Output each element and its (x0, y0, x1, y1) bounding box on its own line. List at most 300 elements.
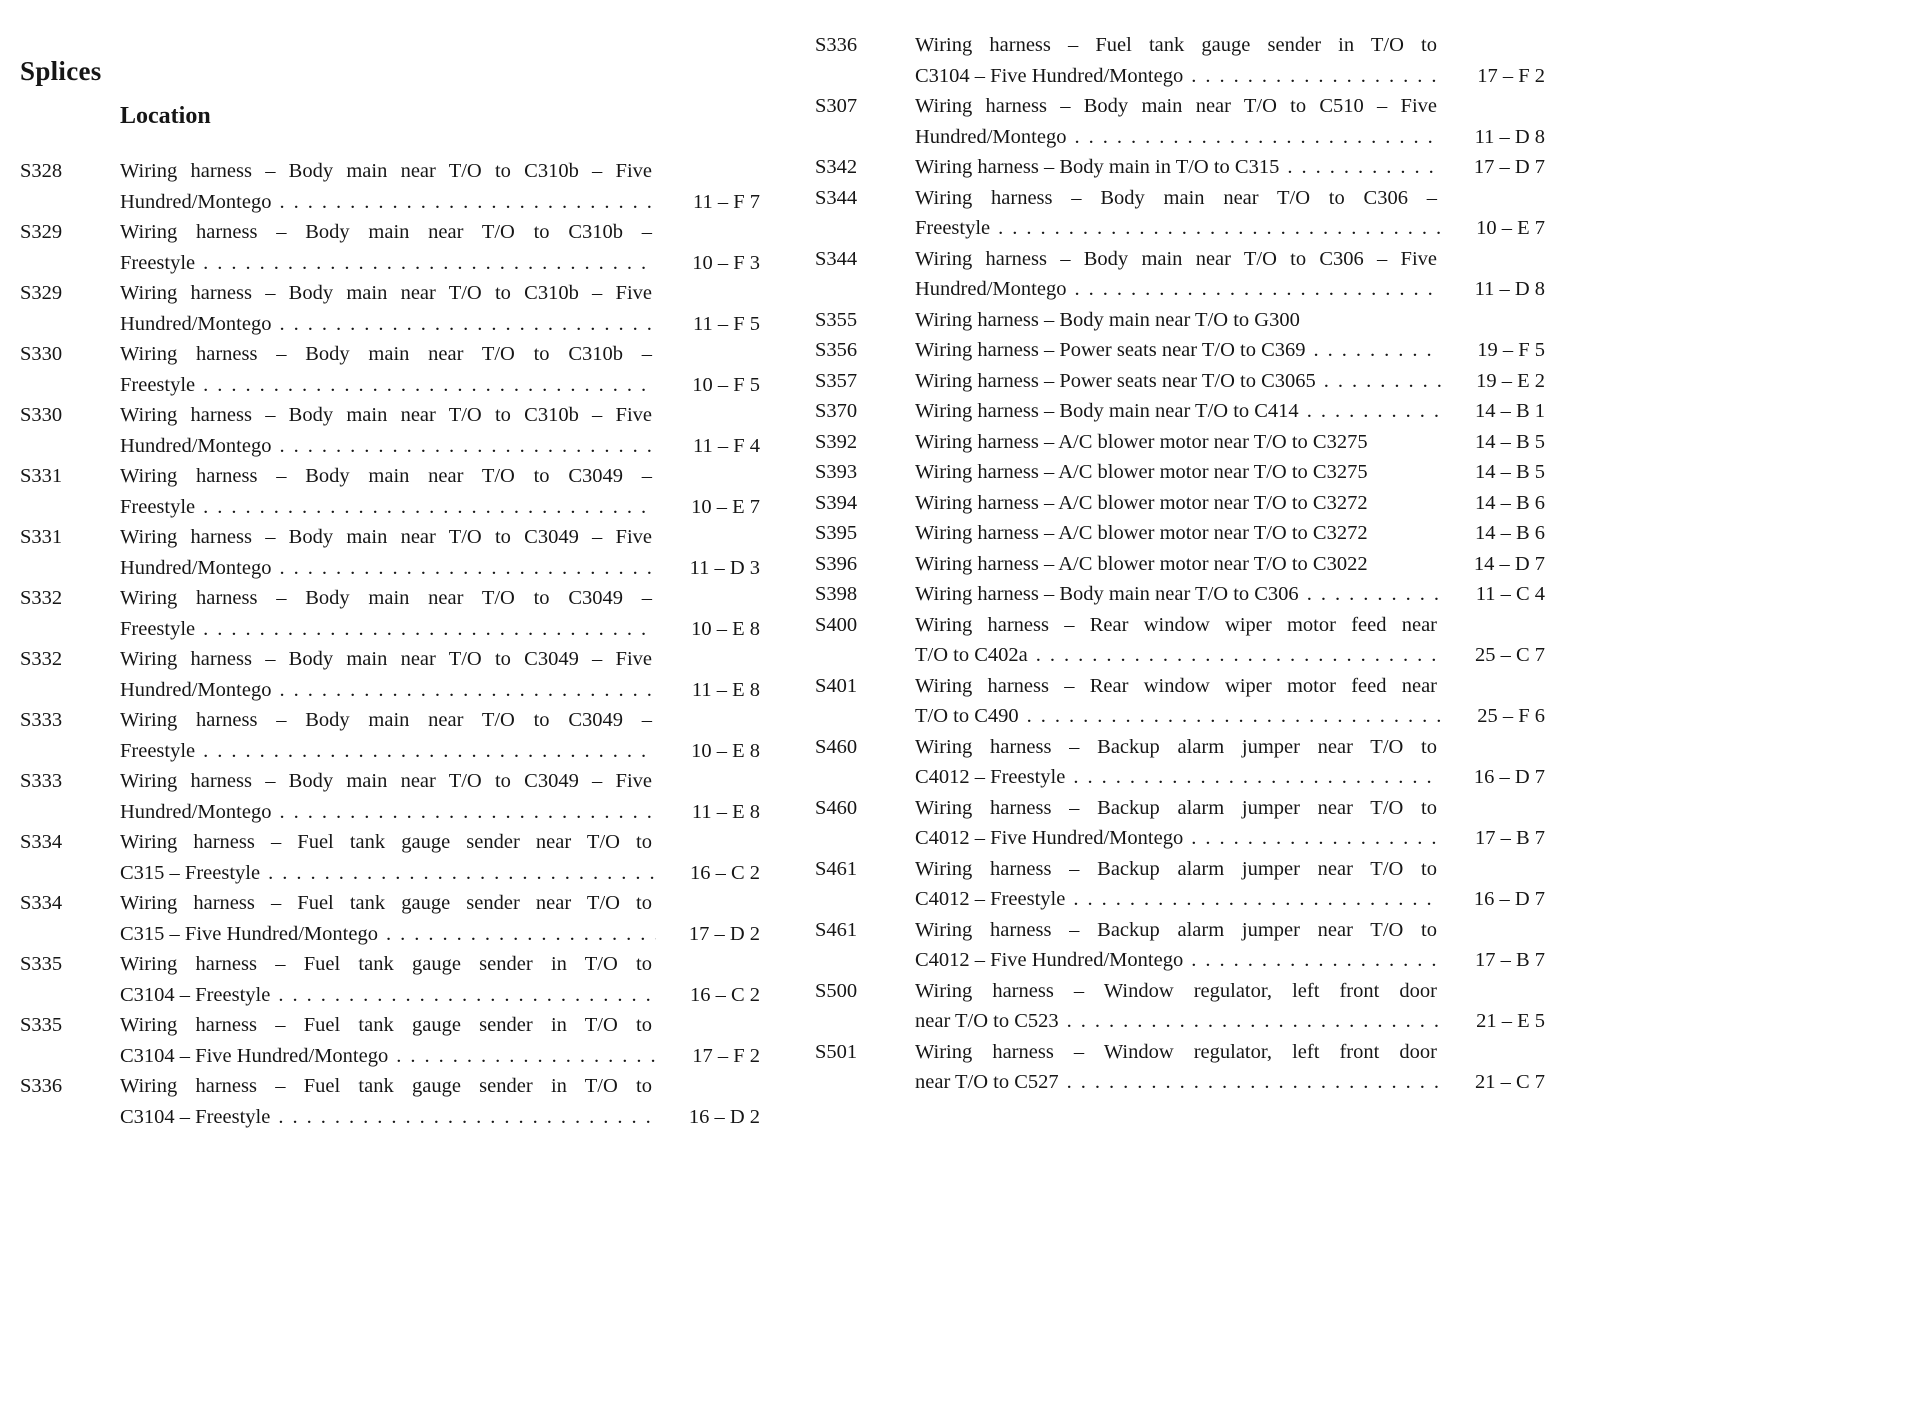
description-text: C3104 – Freestyle (120, 983, 271, 1006)
splice-id: S461 (815, 857, 858, 880)
description-text: near T/O to C527 (915, 1071, 1059, 1093)
grid-reference: 14 – D 7 (1473, 552, 1545, 575)
description-last-line (915, 213, 1545, 244)
description-last-line (120, 797, 760, 828)
description-line: Wiring harness – Rear window wiper motor feed near (915, 613, 1437, 636)
splice-description (915, 579, 1545, 610)
grid-reference: 17 – D 2 (688, 922, 760, 945)
dot-leader (1191, 823, 1441, 854)
splice-id: S398 (815, 583, 858, 605)
splice-id: S336 (20, 1075, 63, 1097)
description-text: C315 – Five Hundred/Montego (120, 922, 378, 945)
description-line: Wiring harness – Fuel tank gauge sender in T/O to (120, 1014, 652, 1036)
grid-reference: 16 – C 2 (689, 861, 760, 884)
description-text: Freestyle (915, 217, 991, 239)
splice-description (915, 366, 1545, 397)
dot-leader (1324, 366, 1441, 397)
grid-reference: 16 – C 2 (689, 983, 760, 1006)
splice-id: S394 (815, 491, 858, 514)
dot-leader (279, 553, 656, 584)
dot-leader (279, 309, 656, 340)
dot-leader (1067, 1067, 1441, 1098)
dot-leader (279, 431, 656, 462)
description-text: Wiring harness – A/C blower motor near T/O to C3275 (915, 430, 1368, 453)
splice-entry (815, 915, 1545, 976)
description-text: C4012 – Freestyle (915, 766, 1066, 788)
description-line: Wiring harness – Backup alarm jumper near T/O to (915, 857, 1437, 880)
description-text: Wiring harness – Body main near T/O to C306 (915, 583, 1299, 605)
splice-entry (815, 793, 1545, 854)
grid-reference: 14 – B 5 (1474, 461, 1545, 483)
splice-entry (815, 854, 1545, 915)
splice-description (915, 183, 1545, 244)
description-line: Wiring harness – Window regulator, left front door (915, 979, 1437, 1002)
grid-reference: 10 – E 8 (691, 617, 760, 640)
dot-leader (1307, 396, 1441, 427)
splice-description (120, 1010, 760, 1071)
splice-id: S335 (20, 1014, 63, 1036)
dot-leader (268, 858, 656, 889)
description-line: Wiring harness – Body main near T/O to C3049 – Five (120, 770, 652, 792)
description-line: Wiring harness – Body main near T/O to C3049 – (120, 709, 652, 731)
dot-leader (1307, 579, 1441, 610)
splice-description (915, 518, 1545, 549)
description-last-line (915, 549, 1545, 580)
splice-description (120, 888, 760, 949)
dot-leader (279, 797, 656, 828)
splice-list-right (815, 30, 1545, 1098)
description-line: Wiring harness – Body main near T/O to C310b – (120, 343, 652, 365)
description-text: Hundred/Montego (915, 278, 1067, 300)
description-line: Wiring harness – Body main near T/O to C510 – Five (915, 95, 1437, 117)
description-line: Wiring harness – Window regulator, left front door (915, 1040, 1437, 1063)
description-line: Wiring harness – Fuel tank gauge sender in T/O to (120, 1075, 652, 1097)
splice-id: S336 (815, 34, 858, 56)
dot-leader (1074, 274, 1441, 305)
grid-reference: 25 – F 6 (1477, 705, 1545, 727)
description-text: C3104 – Five Hundred/Montego (120, 1044, 389, 1067)
splice-description (915, 457, 1545, 488)
grid-reference: 11 – E 8 (691, 678, 760, 701)
grid-reference: 10 – F 3 (692, 251, 760, 274)
description-line: Wiring harness – Backup alarm jumper near T/O to (915, 735, 1437, 758)
splice-entry (815, 671, 1545, 732)
description-text: Freestyle (120, 617, 196, 640)
splice-entry (815, 488, 1545, 519)
splice-description (915, 396, 1545, 427)
splice-list-left (20, 156, 760, 1132)
splice-description (915, 91, 1545, 152)
splice-entry (815, 305, 1545, 336)
description-text: C4012 – Five Hundred/Montego (915, 949, 1184, 971)
description-last-line (915, 762, 1545, 793)
description-last-line (915, 274, 1545, 305)
splice-id: S393 (815, 461, 858, 483)
splice-id: S395 (815, 522, 858, 544)
dot-leader (1067, 1006, 1441, 1037)
splice-entry (20, 827, 760, 888)
description-line: Wiring harness – Body main near T/O to C3049 – (120, 587, 652, 609)
dot-leader (1191, 61, 1441, 92)
splice-description (915, 549, 1545, 580)
description-line: Wiring harness – Fuel tank gauge sender in T/O to (915, 34, 1437, 56)
description-last-line (915, 884, 1545, 915)
grid-reference: 17 – F 2 (1477, 64, 1545, 87)
splice-description (915, 610, 1545, 671)
description-text: Wiring harness – Body main near T/O to C414 (915, 400, 1299, 422)
splice-description (915, 335, 1545, 366)
splice-entry (815, 183, 1545, 244)
splice-entry (815, 976, 1545, 1037)
column-right (815, 30, 1545, 1132)
description-last-line (915, 488, 1545, 519)
description-last-line (915, 366, 1545, 397)
splice-id: S461 (815, 918, 858, 941)
dot-leader (1036, 640, 1441, 671)
description-last-line (915, 701, 1545, 732)
splice-entry (20, 949, 760, 1010)
splice-id: S329 (20, 221, 63, 243)
grid-reference: 11 – D 8 (1474, 125, 1545, 148)
splice-id: S334 (20, 892, 63, 914)
description-line: Wiring harness – Body main near T/O to C306 – Five (915, 247, 1437, 270)
splice-entry (20, 766, 760, 827)
description-text: Wiring harness – A/C blower motor near T/O to C3022 (915, 552, 1368, 575)
grid-reference: 17 – F 2 (692, 1044, 760, 1067)
splice-id: S370 (815, 400, 858, 422)
description-text: Hundred/Montego (120, 556, 272, 579)
splice-id: S357 (815, 369, 858, 392)
description-last-line (915, 1006, 1545, 1037)
description-last-line (120, 248, 760, 279)
splice-id: S355 (815, 308, 858, 331)
splice-description (120, 1071, 760, 1132)
description-last-line (915, 61, 1545, 92)
splice-entry (815, 457, 1545, 488)
description-line: Wiring harness – Rear window wiper motor feed near (915, 674, 1437, 697)
splice-id: S332 (20, 648, 63, 670)
splice-id: S342 (815, 156, 858, 178)
grid-reference: 21 – C 7 (1474, 1071, 1545, 1093)
splice-id: S333 (20, 770, 63, 792)
description-text: Hundred/Montego (120, 312, 272, 335)
grid-reference: 16 – D 2 (688, 1105, 760, 1128)
splice-description (120, 339, 760, 400)
splice-id: S335 (20, 953, 63, 975)
splice-description (120, 827, 760, 888)
splice-description (915, 976, 1545, 1037)
description-last-line (915, 945, 1545, 976)
description-text: Wiring harness – A/C blower motor near T/O to C3272 (915, 522, 1368, 544)
description-last-line (120, 370, 760, 401)
description-line: Wiring harness – Body main near T/O to C3049 – (120, 465, 652, 487)
splice-description (120, 644, 760, 705)
dot-leader (1287, 152, 1441, 183)
description-text: Freestyle (120, 251, 196, 274)
description-last-line (120, 858, 760, 889)
dot-leader (1314, 335, 1441, 366)
splice-id: S501 (815, 1040, 858, 1063)
grid-reference: 10 – E 7 (1476, 217, 1545, 239)
description-line: Wiring harness – Body main near T/O to C3049 – Five (120, 648, 652, 670)
description-text: Hundred/Montego (120, 434, 272, 457)
description-last-line (915, 640, 1545, 671)
splice-description (120, 156, 760, 217)
splice-id: S329 (20, 282, 63, 304)
description-text: Hundred/Montego (120, 678, 272, 701)
splice-entry (815, 518, 1545, 549)
description-line: Wiring harness – Body main near T/O to C310b – Five (120, 404, 652, 426)
description-text: C4012 – Freestyle (915, 888, 1066, 910)
description-last-line (120, 309, 760, 340)
splice-id: S460 (815, 735, 858, 758)
splice-entry (815, 1037, 1545, 1098)
description-last-line (120, 919, 760, 950)
grid-reference: 11 – D 3 (689, 556, 760, 579)
splice-description (120, 522, 760, 583)
splice-description (120, 583, 760, 644)
description-line: Wiring harness – Body main near T/O to C310b – (120, 221, 652, 243)
splice-description (915, 488, 1545, 519)
splice-entry (20, 156, 760, 217)
splice-description (915, 854, 1545, 915)
description-last-line (915, 518, 1545, 549)
grid-reference: 14 – B 1 (1474, 400, 1545, 422)
splice-description (120, 705, 760, 766)
splice-description (915, 732, 1545, 793)
grid-reference: 10 – E 7 (691, 495, 760, 518)
dot-leader (1074, 122, 1441, 153)
description-last-line (915, 305, 1545, 336)
splice-entry (20, 644, 760, 705)
grid-reference: 17 – B 7 (1474, 949, 1545, 971)
description-text: C315 – Freestyle (120, 861, 261, 884)
description-line: Wiring harness – Body main near T/O to C306 – (915, 186, 1437, 209)
description-text: Wiring harness – Body main near T/O to G300 (915, 308, 1300, 331)
description-last-line (120, 980, 760, 1011)
splice-entry (20, 583, 760, 644)
description-text: C3104 – Five Hundred/Montego (915, 64, 1184, 87)
splice-entry (815, 244, 1545, 305)
splice-entry (815, 549, 1545, 580)
description-last-line (915, 579, 1545, 610)
splice-entry (815, 91, 1545, 152)
dot-leader (396, 1041, 656, 1072)
splice-entry (20, 1071, 760, 1132)
grid-reference: 10 – E 8 (691, 739, 760, 762)
grid-reference: 19 – F 5 (1477, 339, 1545, 361)
dot-leader (278, 1102, 656, 1133)
grid-reference: 11 – C 4 (1475, 583, 1545, 605)
description-text: Wiring harness – A/C blower motor near T/O to C3272 (915, 491, 1368, 514)
description-last-line (915, 396, 1545, 427)
grid-reference: 10 – F 5 (692, 373, 760, 396)
splice-description (915, 305, 1545, 336)
description-last-line (120, 1102, 760, 1133)
grid-reference: 11 – F 7 (692, 190, 760, 213)
splice-description (915, 793, 1545, 854)
splice-id: S400 (815, 613, 858, 636)
dot-leader (1027, 701, 1441, 732)
splice-id: S500 (815, 979, 858, 1002)
splice-id: S392 (815, 430, 858, 453)
splice-entry (815, 610, 1545, 671)
splice-id: S460 (815, 796, 858, 819)
splice-id: S344 (815, 247, 858, 270)
splice-entry (815, 152, 1545, 183)
description-line: Wiring harness – Body main near T/O to C310b – Five (120, 282, 652, 304)
splice-id: S333 (20, 709, 63, 731)
dot-leader (998, 213, 1441, 244)
description-last-line (120, 614, 760, 645)
splice-id: S401 (815, 674, 858, 697)
grid-reference: 11 – F 4 (692, 434, 760, 457)
dot-leader (278, 980, 656, 1011)
grid-reference: 14 – B 5 (1474, 430, 1545, 453)
dot-leader (1191, 945, 1441, 976)
description-text: T/O to C402a (915, 644, 1028, 666)
description-text: Wiring harness – Power seats near T/O to C3065 (915, 369, 1316, 392)
splice-entry (815, 366, 1545, 397)
splice-id: S330 (20, 404, 63, 426)
dot-leader (203, 492, 656, 523)
description-line: Wiring harness – Fuel tank gauge sender near T/O to (120, 831, 652, 853)
splice-entry (20, 705, 760, 766)
description-last-line (120, 736, 760, 767)
grid-reference: 11 – F 5 (692, 312, 760, 335)
description-text: C3104 – Freestyle (120, 1105, 271, 1128)
splice-entry (20, 888, 760, 949)
splice-description (915, 1037, 1545, 1098)
description-last-line (120, 492, 760, 523)
description-last-line (120, 431, 760, 462)
description-text: T/O to C490 (915, 705, 1019, 727)
grid-reference: 11 – D 8 (1474, 278, 1545, 300)
splice-description (120, 949, 760, 1010)
grid-reference: 25 – C 7 (1474, 644, 1545, 666)
splice-description (915, 30, 1545, 91)
description-line: Wiring harness – Fuel tank gauge sender in T/O to (120, 953, 652, 975)
dot-leader (203, 736, 656, 767)
grid-reference: 11 – E 8 (691, 800, 760, 823)
splice-description (915, 671, 1545, 732)
grid-reference: 16 – D 7 (1473, 766, 1545, 788)
description-text: near T/O to C523 (915, 1010, 1059, 1032)
description-line: Wiring harness – Body main near T/O to C310b – Five (120, 160, 652, 182)
splice-entry (20, 339, 760, 400)
splice-id: S334 (20, 831, 63, 853)
splice-description (120, 766, 760, 827)
description-last-line (915, 457, 1545, 488)
splice-id: S331 (20, 526, 63, 548)
splice-id: S356 (815, 339, 858, 361)
dot-leader (203, 248, 656, 279)
splice-description (915, 427, 1545, 458)
column-left (20, 30, 760, 1132)
splice-entry (815, 396, 1545, 427)
splice-entry (20, 217, 760, 278)
splice-description (915, 152, 1545, 183)
splices-heading: Splices (20, 56, 102, 86)
grid-reference: 17 – B 7 (1474, 827, 1545, 849)
splice-entry (20, 278, 760, 339)
description-last-line (120, 187, 760, 218)
splice-description (915, 915, 1545, 976)
description-last-line (915, 1067, 1545, 1098)
dot-leader (203, 614, 656, 645)
splice-description (120, 217, 760, 278)
grid-reference: 14 – B 6 (1474, 522, 1545, 544)
splice-description (120, 400, 760, 461)
description-last-line (915, 152, 1545, 183)
description-text: Freestyle (120, 373, 196, 396)
splice-id: S344 (815, 186, 858, 209)
splice-entry (815, 30, 1545, 91)
splice-entry (815, 579, 1545, 610)
dot-leader (279, 675, 656, 706)
description-text: Wiring harness – Body main in T/O to C315 (915, 156, 1280, 178)
description-text: Freestyle (120, 495, 196, 518)
description-line: Wiring harness – Backup alarm jumper near T/O to (915, 918, 1437, 941)
splice-entry (815, 732, 1545, 793)
splice-description (120, 461, 760, 522)
splice-id: S307 (815, 95, 858, 117)
splice-id: S328 (20, 160, 63, 182)
description-last-line (120, 553, 760, 584)
dot-leader (203, 370, 656, 401)
grid-reference: 21 – E 5 (1476, 1010, 1545, 1032)
splice-id: S332 (20, 587, 63, 609)
splice-id: S330 (20, 343, 63, 365)
splice-entry (815, 427, 1545, 458)
splice-entry (20, 400, 760, 461)
description-text: Freestyle (120, 739, 196, 762)
description-last-line (915, 427, 1545, 458)
splice-id: S396 (815, 552, 858, 575)
splice-description (120, 278, 760, 339)
description-text: Hundred/Montego (120, 190, 272, 213)
dot-leader (279, 187, 656, 218)
grid-reference: 16 – D 7 (1473, 888, 1545, 910)
dot-leader (1073, 884, 1441, 915)
description-last-line (120, 675, 760, 706)
grid-reference: 19 – E 2 (1476, 369, 1545, 392)
description-text: Wiring harness – Power seats near T/O to C369 (915, 339, 1306, 361)
splice-entry (815, 335, 1545, 366)
description-last-line (915, 335, 1545, 366)
description-line: Wiring harness – Body main near T/O to C3049 – Five (120, 526, 652, 548)
description-line: Wiring harness – Backup alarm jumper near T/O to (915, 796, 1437, 819)
splice-id: S331 (20, 465, 63, 487)
dot-leader (386, 919, 656, 950)
grid-reference: 17 – D 7 (1473, 156, 1545, 178)
description-text: Hundred/Montego (915, 125, 1067, 148)
description-text: Wiring harness – A/C blower motor near T/O to C3275 (915, 461, 1368, 483)
description-last-line (915, 823, 1545, 854)
splice-entry (20, 1010, 760, 1071)
description-line: Wiring harness – Fuel tank gauge sender near T/O to (120, 892, 652, 914)
dot-leader (1073, 762, 1441, 793)
description-last-line (915, 122, 1545, 153)
location-heading: Location (120, 103, 211, 129)
grid-reference: 14 – B 6 (1474, 491, 1545, 514)
splice-description (915, 244, 1545, 305)
splice-entry (20, 461, 760, 522)
description-text: C4012 – Five Hundred/Montego (915, 827, 1184, 849)
description-text: Hundred/Montego (120, 800, 272, 823)
description-last-line (120, 1041, 760, 1072)
splice-entry (20, 522, 760, 583)
